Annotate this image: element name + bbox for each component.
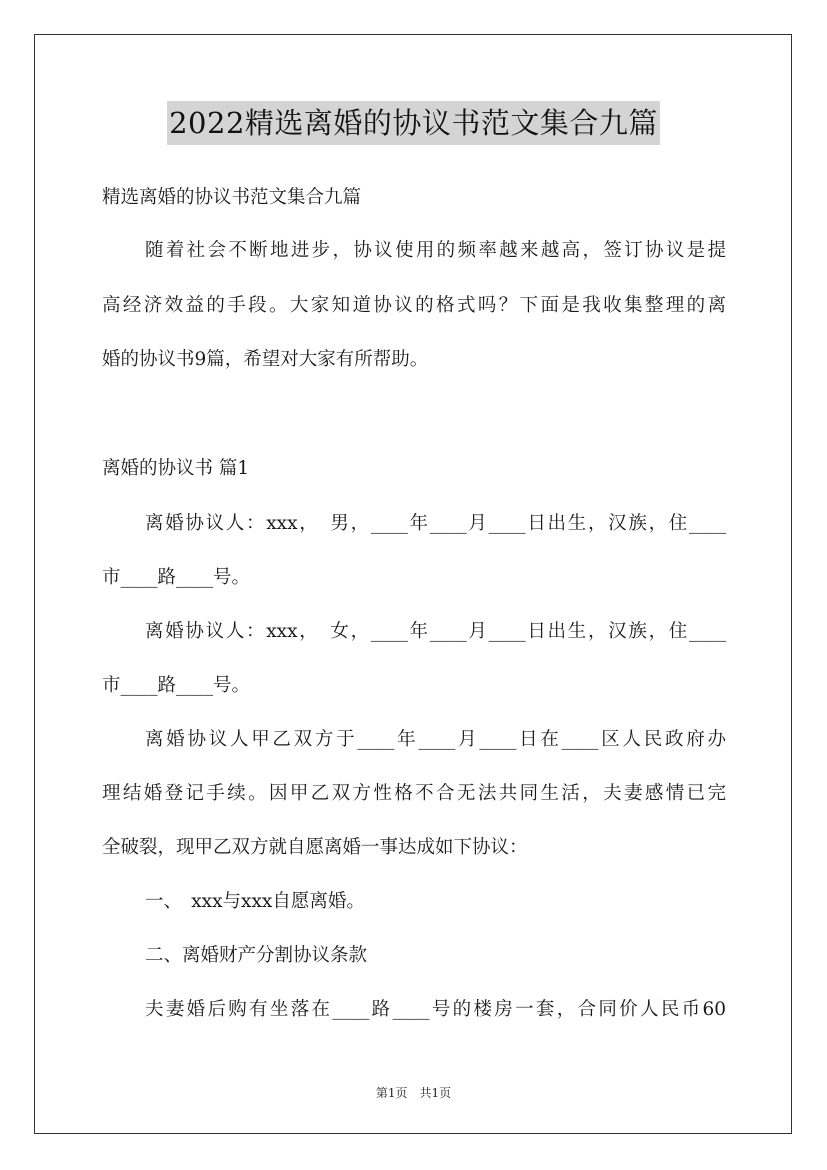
section-heading: 离婚的协议书 篇1 (102, 458, 250, 479)
document-subtitle: 精选离婚的协议书范文集合九篇 (102, 187, 362, 208)
intro-line-1: 随着社会不断地进步，协议使用的频率越来越高，签订协议是提 (145, 240, 726, 261)
intro-line-2: 高经济效益的手段。大家知道协议的格式吗？下面是我收集整理的离 (102, 295, 726, 316)
body-line-3: 全破裂，现甲乙双方就自愿离婚一事达成如下协议： (102, 837, 528, 858)
title-container (0, 101, 827, 145)
intro-line-3: 婚的协议书9篇，希望对大家有所帮助。 (102, 349, 429, 370)
property-line: 夫妻婚后购有坐落在____路____号的楼房一套，合同价人民币60 (145, 999, 726, 1020)
party1-line-1: 离婚协议人：xxx， 男，____年____月____日出生，汉族，住____ (145, 513, 726, 534)
document-title: 2022精选离婚的协议书范文集合九篇 (167, 101, 660, 145)
party2-line-1: 离婚协议人：xxx， 女，____年____月____日出生，汉族，住____ (145, 621, 726, 642)
body-line-1: 离婚协议人甲乙双方于____年____月____日在____区人民政府办 (145, 729, 726, 750)
body-line-2: 理结婚登记手续。因甲乙双方性格不合无法共同生活，夫妻感情已完 (102, 783, 726, 804)
clause-2: 二、离婚财产分割协议条款 (145, 945, 368, 966)
page-footer: 第1页 共1页 (375, 1086, 452, 1100)
clause-1: 一、 xxx与xxx自愿离婚。 (145, 891, 365, 912)
party2-line-2: 市____路____号。 (102, 675, 251, 696)
party1-line-2: 市____路____号。 (102, 567, 251, 588)
